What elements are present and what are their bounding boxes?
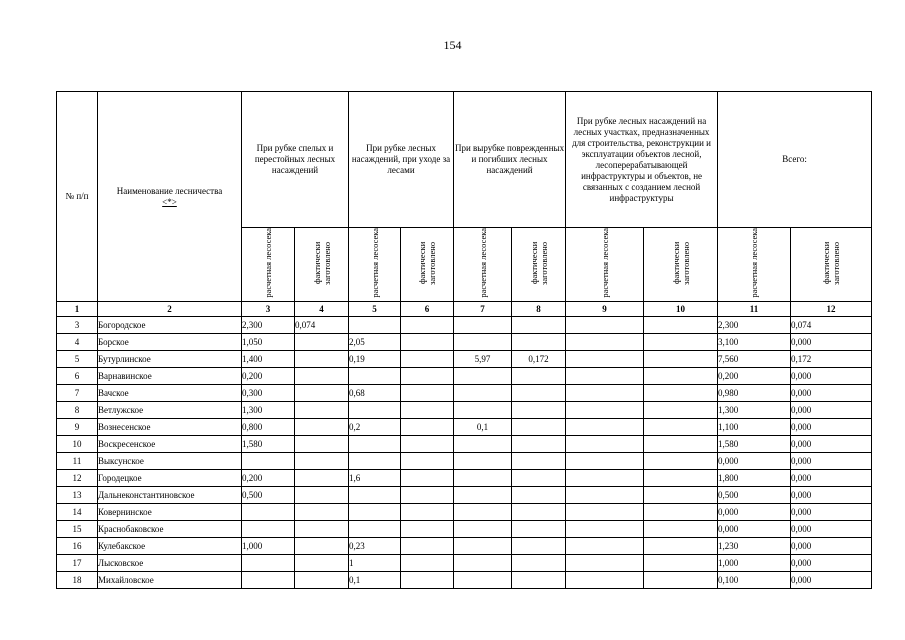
- cell-mature-actual: [295, 521, 349, 538]
- cell-total-planned: 0,000: [718, 504, 791, 521]
- cell-care-actual: [401, 436, 454, 453]
- cell-damaged-planned: [454, 368, 512, 385]
- cell-infra-planned: [566, 351, 644, 368]
- cell-infra-planned: [566, 436, 644, 453]
- cell-care-planned: [349, 453, 401, 470]
- header-row-groups: [57, 92, 872, 228]
- cell-total-actual: 0,000: [791, 504, 872, 521]
- forestry-name: Ковернинское: [98, 504, 242, 521]
- cell-infra-planned: [566, 334, 644, 351]
- cell-mature-actual: [295, 334, 349, 351]
- cell-total-actual: 0,000: [791, 436, 872, 453]
- row-number: 3: [57, 317, 98, 334]
- table-row: [57, 453, 872, 470]
- cell-mature-actual: [295, 385, 349, 402]
- cell-infra-actual: [644, 436, 718, 453]
- forestry-name: Кулебакское: [98, 538, 242, 555]
- cell-total-planned: 1,580: [718, 436, 791, 453]
- forest-harvest-table: [56, 91, 872, 589]
- subheader-actual: фактически заготовлено: [512, 228, 566, 302]
- cell-total-actual: 0,074: [791, 317, 872, 334]
- table-row: [57, 555, 872, 572]
- column-number: 4: [295, 302, 349, 317]
- cell-damaged-actual: [512, 521, 566, 538]
- forestry-name: Вачское: [98, 385, 242, 402]
- forestry-name: Бутурлинское: [98, 351, 242, 368]
- cell-infra-actual: [644, 351, 718, 368]
- forestry-name: Дальнеконстантиновское: [98, 487, 242, 504]
- column-number: 3: [242, 302, 295, 317]
- cell-care-actual: [401, 334, 454, 351]
- cell-care-planned: [349, 402, 401, 419]
- column-number-row: [57, 302, 872, 317]
- cell-mature-actual: [295, 504, 349, 521]
- cell-care-actual: [401, 572, 454, 589]
- cell-infra-planned: [566, 402, 644, 419]
- cell-mature-actual: [295, 538, 349, 555]
- cell-care-actual: [401, 521, 454, 538]
- header-group-infrastructure: При рубке лесных насаждений на лесных участках, предназначенных для строительства, реконструкции и эксплуатации объектов лесной, лесоперерабатывающей инфраструктуры и объектов, не связанных с созданием лесной инфраструктуры: [566, 92, 718, 228]
- cell-mature-actual: [295, 572, 349, 589]
- row-number: 10: [57, 436, 98, 453]
- cell-damaged-planned: [454, 504, 512, 521]
- column-number: 6: [401, 302, 454, 317]
- cell-damaged-planned: 0,1: [454, 419, 512, 436]
- header-group-mature: При рубке спелых и перестойных лесных насаждений: [242, 92, 349, 228]
- cell-mature-planned: [242, 521, 295, 538]
- cell-infra-actual: [644, 453, 718, 470]
- cell-infra-actual: [644, 572, 718, 589]
- cell-damaged-actual: [512, 334, 566, 351]
- cell-total-actual: 0,172: [791, 351, 872, 368]
- cell-mature-planned: 1,400: [242, 351, 295, 368]
- cell-total-planned: 0,980: [718, 385, 791, 402]
- row-number: 4: [57, 334, 98, 351]
- subheader-actual: фактически заготовлено: [644, 228, 718, 302]
- forestry-name: Вознесенское: [98, 419, 242, 436]
- cell-damaged-planned: [454, 436, 512, 453]
- cell-infra-planned: [566, 504, 644, 521]
- table-row: [57, 385, 872, 402]
- cell-care-actual: [401, 385, 454, 402]
- cell-infra-actual: [644, 470, 718, 487]
- cell-infra-actual: [644, 334, 718, 351]
- table-row: [57, 351, 872, 368]
- column-number: 7: [454, 302, 512, 317]
- cell-care-actual: [401, 317, 454, 334]
- cell-infra-actual: [644, 538, 718, 555]
- column-number: 12: [791, 302, 872, 317]
- cell-care-planned: [349, 521, 401, 538]
- column-number: 5: [349, 302, 401, 317]
- forestry-name: Ветлужское: [98, 402, 242, 419]
- cell-total-actual: 0,000: [791, 402, 872, 419]
- forestry-name: Краснобаковское: [98, 521, 242, 538]
- cell-care-planned: 0,19: [349, 351, 401, 368]
- cell-care-planned: 0,68: [349, 385, 401, 402]
- cell-damaged-actual: [512, 470, 566, 487]
- column-number: 2: [98, 302, 242, 317]
- cell-total-planned: 7,560: [718, 351, 791, 368]
- cell-mature-planned: 0,200: [242, 368, 295, 385]
- forestry-name: Богородское: [98, 317, 242, 334]
- row-number: 12: [57, 470, 98, 487]
- table-row: [57, 317, 872, 334]
- cell-damaged-planned: [454, 572, 512, 589]
- cell-care-planned: 0,23: [349, 538, 401, 555]
- cell-total-planned: 0,200: [718, 368, 791, 385]
- cell-damaged-actual: 0,172: [512, 351, 566, 368]
- row-number: 9: [57, 419, 98, 436]
- cell-infra-planned: [566, 572, 644, 589]
- cell-total-actual: 0,000: [791, 453, 872, 470]
- cell-total-actual: 0,000: [791, 555, 872, 572]
- cell-damaged-planned: [454, 334, 512, 351]
- cell-infra-planned: [566, 385, 644, 402]
- cell-mature-actual: 0,074: [295, 317, 349, 334]
- cell-mature-planned: [242, 572, 295, 589]
- cell-infra-actual: [644, 385, 718, 402]
- cell-infra-planned: [566, 470, 644, 487]
- cell-total-actual: 0,000: [791, 368, 872, 385]
- cell-damaged-actual: [512, 538, 566, 555]
- table-row: [57, 504, 872, 521]
- cell-mature-planned: 1,050: [242, 334, 295, 351]
- cell-total-planned: 1,100: [718, 419, 791, 436]
- cell-care-actual: [401, 538, 454, 555]
- cell-care-actual: [401, 368, 454, 385]
- cell-mature-actual: [295, 436, 349, 453]
- forestry-name: Варнавинское: [98, 368, 242, 385]
- cell-mature-actual: [295, 402, 349, 419]
- cell-damaged-planned: [454, 402, 512, 419]
- cell-total-actual: 0,000: [791, 385, 872, 402]
- cell-infra-actual: [644, 504, 718, 521]
- table-row: [57, 538, 872, 555]
- cell-damaged-actual: [512, 402, 566, 419]
- row-number: 17: [57, 555, 98, 572]
- cell-total-planned: 2,300: [718, 317, 791, 334]
- cell-mature-planned: [242, 504, 295, 521]
- cell-total-planned: 0,500: [718, 487, 791, 504]
- cell-mature-planned: 0,200: [242, 470, 295, 487]
- cell-care-actual: [401, 504, 454, 521]
- cell-mature-planned: 1,000: [242, 538, 295, 555]
- cell-mature-planned: [242, 453, 295, 470]
- cell-damaged-actual: [512, 504, 566, 521]
- cell-mature-planned: 2,300: [242, 317, 295, 334]
- row-number: 8: [57, 402, 98, 419]
- column-number: 10: [644, 302, 718, 317]
- subheader-planned: расчетная лесосека: [566, 228, 644, 302]
- row-number: 18: [57, 572, 98, 589]
- footnote-ref[interactable]: <*>: [162, 196, 177, 207]
- cell-mature-actual: [295, 470, 349, 487]
- cell-damaged-actual: [512, 419, 566, 436]
- cell-total-planned: 3,100: [718, 334, 791, 351]
- cell-care-planned: [349, 436, 401, 453]
- cell-total-actual: 0,000: [791, 487, 872, 504]
- subheader-planned: расчетная лесосека: [242, 228, 295, 302]
- cell-mature-actual: [295, 368, 349, 385]
- cell-total-actual: 0,000: [791, 334, 872, 351]
- cell-total-planned: 1,000: [718, 555, 791, 572]
- row-number: 15: [57, 521, 98, 538]
- cell-damaged-planned: [454, 521, 512, 538]
- table-body: [57, 317, 872, 589]
- table-row: [57, 334, 872, 351]
- cell-infra-planned: [566, 317, 644, 334]
- cell-damaged-actual: [512, 385, 566, 402]
- row-number: 11: [57, 453, 98, 470]
- cell-damaged-actual: [512, 368, 566, 385]
- cell-total-actual: 0,000: [791, 538, 872, 555]
- cell-care-planned: 0,1: [349, 572, 401, 589]
- cell-care-actual: [401, 453, 454, 470]
- table-row: [57, 419, 872, 436]
- cell-mature-actual: [295, 351, 349, 368]
- header-group-damaged: При вырубке поврежденных и погибших лесных насаждений: [454, 92, 566, 228]
- subheader-actual: фактически заготовлено: [295, 228, 349, 302]
- forestry-name: Борское: [98, 334, 242, 351]
- cell-care-actual: [401, 470, 454, 487]
- cell-infra-actual: [644, 317, 718, 334]
- forestry-name: Воскресенское: [98, 436, 242, 453]
- cell-care-actual: [401, 555, 454, 572]
- cell-infra-planned: [566, 419, 644, 436]
- row-number: 14: [57, 504, 98, 521]
- cell-infra-planned: [566, 555, 644, 572]
- cell-care-planned: 0,2: [349, 419, 401, 436]
- cell-damaged-actual: [512, 555, 566, 572]
- cell-mature-planned: 1,300: [242, 402, 295, 419]
- cell-total-actual: 0,000: [791, 572, 872, 589]
- row-number: 5: [57, 351, 98, 368]
- table-row: [57, 368, 872, 385]
- cell-care-planned: [349, 368, 401, 385]
- cell-care-actual: [401, 402, 454, 419]
- cell-mature-planned: 0,300: [242, 385, 295, 402]
- cell-total-planned: 0,000: [718, 521, 791, 538]
- cell-care-actual: [401, 487, 454, 504]
- cell-damaged-actual: [512, 317, 566, 334]
- table-row: [57, 470, 872, 487]
- cell-infra-actual: [644, 402, 718, 419]
- cell-care-planned: [349, 487, 401, 504]
- subheader-actual: фактически заготовлено: [401, 228, 454, 302]
- forestry-name: Городецкое: [98, 470, 242, 487]
- cell-total-planned: 1,300: [718, 402, 791, 419]
- cell-infra-actual: [644, 419, 718, 436]
- column-number: 11: [718, 302, 791, 317]
- cell-infra-actual: [644, 368, 718, 385]
- row-number: 7: [57, 385, 98, 402]
- cell-mature-planned: 0,500: [242, 487, 295, 504]
- cell-mature-planned: 1,580: [242, 436, 295, 453]
- cell-infra-planned: [566, 487, 644, 504]
- cell-damaged-planned: [454, 538, 512, 555]
- cell-mature-planned: [242, 555, 295, 572]
- cell-total-actual: 0,000: [791, 419, 872, 436]
- cell-infra-actual: [644, 555, 718, 572]
- cell-care-planned: [349, 317, 401, 334]
- cell-damaged-actual: [512, 572, 566, 589]
- header-group-care: При рубке лесных насаждений, при уходе за лесами: [349, 92, 454, 228]
- cell-care-actual: [401, 419, 454, 436]
- cell-mature-actual: [295, 453, 349, 470]
- cell-total-planned: 1,800: [718, 470, 791, 487]
- cell-total-actual: 0,000: [791, 521, 872, 538]
- row-number: 13: [57, 487, 98, 504]
- cell-infra-planned: [566, 453, 644, 470]
- cell-mature-planned: 0,800: [242, 419, 295, 436]
- subheader-actual: фактически заготовлено: [791, 228, 872, 302]
- cell-damaged-planned: [454, 385, 512, 402]
- table-row: [57, 436, 872, 453]
- header-col-name: Наименование лесничества <*>: [98, 92, 242, 302]
- cell-infra-planned: [566, 538, 644, 555]
- cell-total-planned: 0,000: [718, 453, 791, 470]
- cell-infra-actual: [644, 487, 718, 504]
- column-number: 1: [57, 302, 98, 317]
- cell-damaged-actual: [512, 453, 566, 470]
- cell-mature-actual: [295, 555, 349, 572]
- cell-infra-actual: [644, 521, 718, 538]
- table-row: [57, 572, 872, 589]
- table-row: [57, 487, 872, 504]
- cell-damaged-planned: 5,97: [454, 351, 512, 368]
- forestry-name: Лысковское: [98, 555, 242, 572]
- column-number: 8: [512, 302, 566, 317]
- forestry-name: Михайловское: [98, 572, 242, 589]
- cell-infra-planned: [566, 368, 644, 385]
- subheader-planned: расчетная лесосека: [718, 228, 791, 302]
- row-number: 16: [57, 538, 98, 555]
- cell-total-planned: 0,100: [718, 572, 791, 589]
- table-row: [57, 521, 872, 538]
- page-number: 154: [443, 38, 462, 52]
- cell-damaged-actual: [512, 487, 566, 504]
- cell-damaged-planned: [454, 453, 512, 470]
- header-col-number: № п/п: [57, 92, 98, 302]
- header-group-total: Всего:: [718, 92, 872, 228]
- cell-damaged-planned: [454, 470, 512, 487]
- cell-damaged-actual: [512, 436, 566, 453]
- subheader-planned: расчетная лесосека: [454, 228, 512, 302]
- row-number: 6: [57, 368, 98, 385]
- cell-care-planned: 1,6: [349, 470, 401, 487]
- cell-total-actual: 0,000: [791, 470, 872, 487]
- cell-damaged-planned: [454, 487, 512, 504]
- cell-damaged-planned: [454, 317, 512, 334]
- column-number: 9: [566, 302, 644, 317]
- cell-care-planned: 1: [349, 555, 401, 572]
- cell-care-planned: [349, 504, 401, 521]
- cell-damaged-planned: [454, 555, 512, 572]
- cell-care-planned: 2,05: [349, 334, 401, 351]
- cell-mature-actual: [295, 487, 349, 504]
- subheader-planned: расчетная лесосека: [349, 228, 401, 302]
- cell-infra-planned: [566, 521, 644, 538]
- table-row: [57, 402, 872, 419]
- cell-care-actual: [401, 351, 454, 368]
- cell-mature-actual: [295, 419, 349, 436]
- cell-total-planned: 1,230: [718, 538, 791, 555]
- forestry-name: Выксунское: [98, 453, 242, 470]
